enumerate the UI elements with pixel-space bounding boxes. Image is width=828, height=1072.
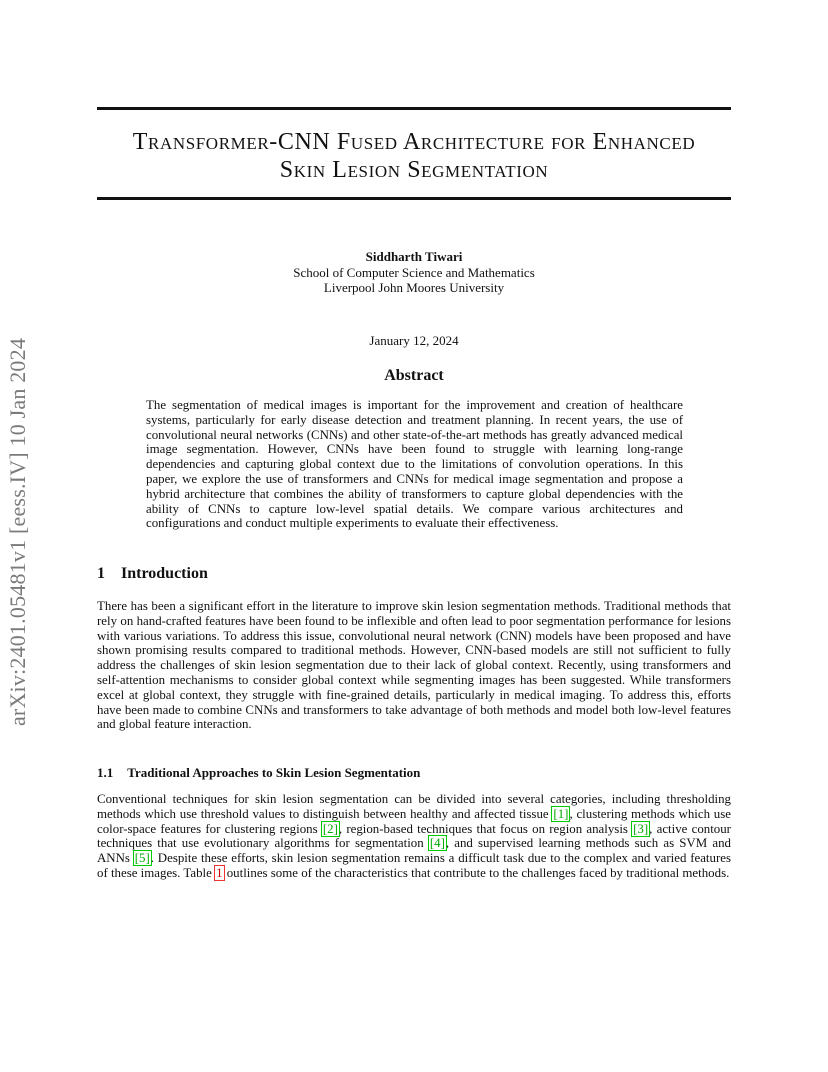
author-university: Liverpool John Moores University (323, 280, 505, 295)
title-line-2: Skin Lesion Segmentation (279, 157, 549, 183)
citation-link-4[interactable]: [4] (429, 836, 445, 851)
section-title: Introduction (121, 565, 208, 582)
table-reference-link[interactable]: 1 (216, 865, 223, 880)
arxiv-identifier-stamp: arXiv:2401.05481v1 [eess.IV] 10 Jan 2024 (5, 337, 30, 727)
paragraph-text: outlines some of the characteristics that contribute to the challenges faced by traditional methods. (223, 865, 730, 880)
abstract-body: The segmentation of medical images is important for the improvement and creation of healthcare systems, particularly for early disease detection and treatment planning. In recent years, the use of convolutional neural networks (CNNs) and other state-of-the-art methods has greatly advanced medical image segmentation. However, CNNs have been found to struggle with learning long-range dependencies and capturing global context due to the limitations of convolution operations. In this paper, we explore the use of transformers and CNNs for medical image segmentation and propose a hybrid architecture that combines the ability of transformers to capture global dependencies with the ability of CNNs to capture low-level spatial details. We compare various architectures and configurations and conduct multiple experiments to evaluate their effectiveness. (146, 398, 683, 531)
paragraph-text: Conventional techniques for skin lesion segmentation can be divided into several categories, including thresholding methods which use threshold values to distinguish between healthy and affected tissue (97, 792, 731, 821)
subsection-title: Traditional Approaches to Skin Lesion Segmentation (127, 765, 421, 780)
citation-link-5[interactable]: [5] (134, 851, 150, 866)
author-name: Siddharth Tiwari (365, 249, 463, 264)
publication-date: January 12, 2024 (369, 333, 459, 348)
paragraph-text: , region-based techniques that focus on region analysis (338, 821, 633, 836)
title-line-1: Transformer-CNN Fused Architecture for Enhanced (132, 129, 696, 155)
citation-link-2[interactable]: [2] (322, 821, 338, 836)
title-bottom-rule (97, 197, 731, 200)
section-heading-introduction (97, 565, 731, 583)
paragraph-text: . Despite these efforts, skin lesion segmentation remains a difficult task due to the complex and varied features of these images. Table (97, 851, 731, 880)
subsection-heading-traditional-approaches (97, 765, 731, 781)
paragraph-text: , active contour techniques that use evolutionary algorithms for segmentation (97, 821, 731, 851)
introduction-paragraph: There has been a significant effort in the literature to improve skin lesion segmentation methods. Traditional methods that rely on hand-crafted features have been found to be inflexible and often lead to poor segmentation performance for lesions with various variations. To address this issue, convolutional neural network (CNN) models have been proposed and have shown promising results compared to traditional methods. However, CNN-based models are still not sufficient to fully address the challenges of skin lesion segmentation due to their lack of global context. Recently, using transformers and self-attention mechanisms to consider global context while segmenting images has been suggested. While transformers excel at global context, they struggle with fine-grained details, particularly in medical imaging. To address this, efforts have been made to combine CNNs and transformers to take advantage of both methods and model both low-level features and global feature interaction. (97, 599, 731, 732)
abstract-heading: Abstract (384, 367, 444, 384)
citation-link-3[interactable]: [3] (633, 821, 649, 836)
paragraph-text: , and supervised learning methods such as SVM and ANNs (97, 836, 731, 866)
section-number: 1 (97, 565, 105, 582)
author-block (97, 249, 731, 296)
author-department: School of Computer Science and Mathematics (293, 264, 535, 280)
paragraph-text: , clustering methods which use color-space features for clustering regions (97, 806, 731, 836)
paper-title (97, 128, 731, 184)
citation-link-1[interactable]: [1] (553, 806, 569, 821)
title-top-rule (97, 107, 731, 110)
subsection-number: 1.1 (97, 765, 114, 780)
traditional-approaches-paragraph (97, 792, 731, 881)
